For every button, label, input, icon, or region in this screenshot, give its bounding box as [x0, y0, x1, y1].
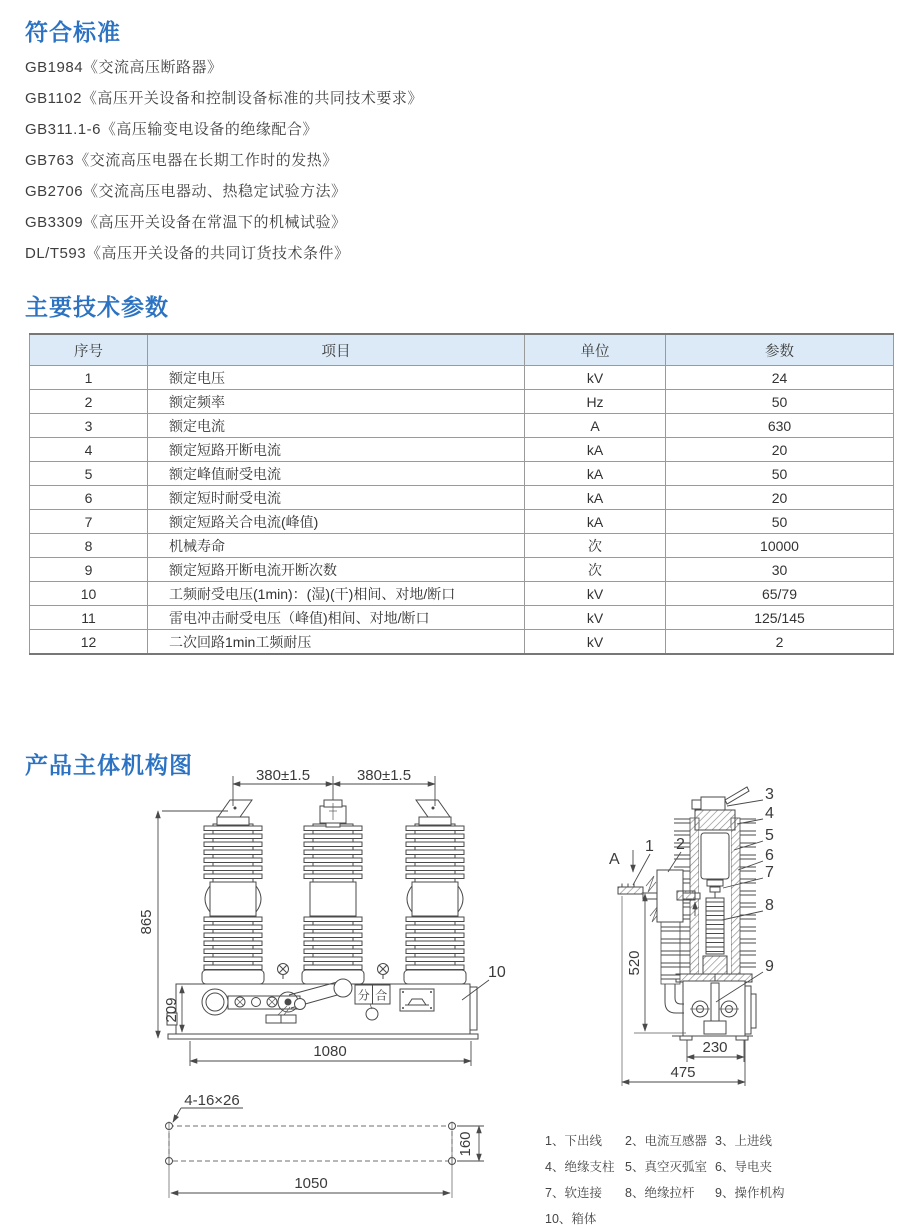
table-row: [30, 462, 894, 486]
legend-item: 2、电流互感器: [625, 1134, 707, 1148]
table-cell: 二次回路1min工频耐压: [148, 630, 525, 655]
callout-5: 5: [765, 827, 774, 844]
table-cell: 50: [666, 390, 894, 414]
table-cell: 额定短时耐受电流: [148, 486, 525, 510]
lower-outlet: [618, 887, 643, 894]
table-cell: 10: [30, 582, 148, 606]
table-cell: 额定电流: [148, 414, 525, 438]
dim-side-total-width: 475: [670, 1064, 696, 1081]
callout-box-label: 10: [488, 964, 506, 981]
table-row: [30, 582, 894, 606]
table-cell: kA: [525, 438, 666, 462]
table-cell: 50: [666, 510, 894, 534]
table-cell: 次: [525, 534, 666, 558]
standard-item: GB763《交流高压电器在长期工作时的发热》: [25, 152, 338, 169]
col-header: 单位: [525, 334, 666, 366]
callout-1: 1: [645, 838, 654, 855]
table-cell: 630: [666, 414, 894, 438]
table-cell: 3: [30, 414, 148, 438]
callout-7: 7: [765, 864, 774, 881]
table-cell: 1: [30, 366, 148, 390]
table-cell: 5: [30, 462, 148, 486]
callout-8: 8: [765, 897, 774, 914]
table-cell: kV: [525, 582, 666, 606]
parts-legend: [545, 1131, 845, 1225]
table-cell: 65/79: [666, 582, 894, 606]
parameters-table: [29, 333, 894, 655]
vacuum-interrupter: [701, 833, 729, 879]
indicator-close-label: 合: [375, 988, 388, 1003]
table-row: [30, 390, 894, 414]
standard-item: GB3309《高压开关设备在常温下的机械试验》: [25, 214, 347, 231]
standards-list: [25, 52, 423, 269]
legend-item: 3、上进线: [715, 1134, 772, 1148]
table-row: [30, 534, 894, 558]
dim-total-width: 1080: [313, 1043, 347, 1060]
callout-2: 2: [676, 836, 685, 853]
table-cell: Hz: [525, 390, 666, 414]
table-row: [30, 414, 894, 438]
table-row: [30, 606, 894, 630]
table-cell: 额定短路开断电流开断次数: [148, 558, 525, 582]
table-cell: 机械寿命: [148, 534, 525, 558]
callout-4: 4: [765, 805, 774, 822]
standards-title: 符合标准: [25, 19, 121, 45]
table-cell: 额定峰值耐受电流: [148, 462, 525, 486]
table-cell: kA: [525, 486, 666, 510]
table-cell: 额定频率: [148, 390, 525, 414]
table-row: [30, 366, 894, 390]
mounting-hole-layout: [166, 1092, 485, 1198]
col-header: 项目: [148, 334, 525, 366]
dim-hole-vertical: 160: [457, 1131, 474, 1157]
section-label: A: [609, 851, 620, 868]
upper-terminal: [725, 787, 749, 804]
table-cell: 10000: [666, 534, 894, 558]
table-cell: kV: [525, 366, 666, 390]
table-cell: A: [525, 414, 666, 438]
table-cell: 50: [666, 462, 894, 486]
front-view-drawing: [138, 767, 506, 1198]
support-insulator: [661, 922, 680, 984]
table-cell: 雷电冲击耐受电压（峰值)相间、对地/断口: [148, 606, 525, 630]
legend-item: 8、绝缘拉杆: [625, 1186, 695, 1200]
legend-item: 4、绝缘支柱: [545, 1160, 615, 1174]
table-cell: 12: [30, 630, 148, 655]
dim-pole-spacing-right: 380±1.5: [356, 767, 412, 784]
table-cell: 额定电压: [148, 366, 525, 390]
callout-9: 9: [765, 958, 774, 975]
table-cell: 额定短路关合电流(峰值): [148, 510, 525, 534]
col-header: 序号: [30, 334, 148, 366]
dim-total-height: 865: [138, 909, 155, 935]
table-cell: 2: [30, 390, 148, 414]
dim-box-height: 209: [163, 997, 180, 1023]
legend-item: 1、下出线: [545, 1134, 602, 1148]
table-cell: 125/145: [666, 606, 894, 630]
table-row: [30, 630, 894, 655]
table-cell: 8: [30, 534, 148, 558]
legend-item: 6、导电夹: [715, 1160, 772, 1174]
table-cell: 11: [30, 606, 148, 630]
dim-pole-spacing-left: 380±1.5: [255, 767, 311, 784]
legend-item: 10、箱体: [545, 1212, 597, 1225]
standard-item: GB1102《高压开关设备和控制设备标准的共同技术要求》: [25, 90, 423, 107]
insulated-rod: [706, 898, 724, 954]
table-cell: 额定短路开断电流: [148, 438, 525, 462]
table-cell: kA: [525, 462, 666, 486]
table-cell: kA: [525, 510, 666, 534]
side-view-drawing: [609, 786, 774, 1086]
diagram-title: 产品主体机构图: [25, 752, 193, 778]
table-cell: 工频耐受电压(1min)：(湿)(干)相间、对地/断口: [148, 582, 525, 606]
callout-3: 3: [765, 786, 774, 803]
dim-hole-horizontal: 1050: [294, 1175, 328, 1192]
table-cell: 2: [666, 630, 894, 655]
table-cell: 30: [666, 558, 894, 582]
table-header-row: [30, 334, 894, 366]
parameters-title: 主要技术参数: [25, 294, 169, 320]
legend-item: 9、操作机构: [715, 1186, 785, 1200]
table-cell: 9: [30, 558, 148, 582]
table-cell: kV: [525, 606, 666, 630]
table-cell: 20: [666, 486, 894, 510]
table-cell: kV: [525, 630, 666, 655]
legend-item: 5、真空灭弧室: [625, 1160, 707, 1174]
table-cell: 4: [30, 438, 148, 462]
table-row: [30, 438, 894, 462]
table-cell: 6: [30, 486, 148, 510]
table-cell: 24: [666, 366, 894, 390]
col-header: 参数: [666, 334, 894, 366]
holes-label: 4-16×26: [184, 1092, 240, 1109]
standard-item: GB2706《交流高压电器动、热稳定试验方法》: [25, 183, 347, 200]
table-cell: 7: [30, 510, 148, 534]
legend-item: 7、软连接: [545, 1186, 602, 1200]
table-cell: 20: [666, 438, 894, 462]
standard-item: GB311.1-6《高压输变电设备的绝缘配合》: [25, 121, 318, 138]
standard-item: DL/T593《高压开关设备的共同订货技术条件》: [25, 245, 350, 262]
table-cell: 次: [525, 558, 666, 582]
table-row: [30, 558, 894, 582]
dim-side-box-width: 230: [702, 1039, 728, 1056]
callout-6: 6: [765, 847, 774, 864]
table-row: [30, 510, 894, 534]
indicator-open-label: 分: [357, 988, 370, 1003]
dim-side-height: 520: [626, 950, 643, 976]
table-row: [30, 486, 894, 510]
standard-item: GB1984《交流高压断路器》: [25, 59, 223, 76]
